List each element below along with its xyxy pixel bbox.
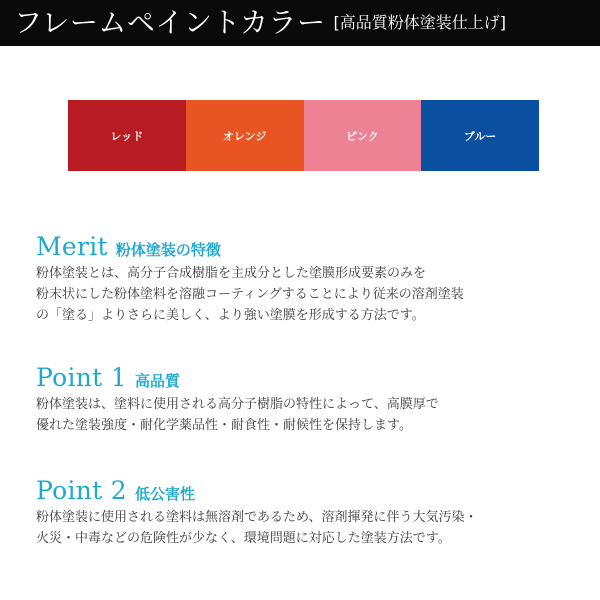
swatch-blue [421, 100, 539, 171]
section-title-en: Merit [36, 232, 108, 261]
swatch-label-orange: オレンジ [222, 129, 267, 143]
body-line: 粉体塗装とは、高分子合成樹脂を主成分とした塗膜形成要素のみを [36, 266, 427, 281]
header-bar [0, 0, 600, 46]
body-line: 粉末状にした粉体塗料を溶融コーティングすることにより従来の溶剤塗装 [36, 287, 464, 302]
swatch-red [68, 100, 186, 171]
section-body [36, 263, 464, 326]
section-point-2 [36, 476, 477, 549]
page-subtitle: [高品質粉体塗装仕上げ] [333, 13, 507, 32]
body-line: の「塗る」よりさらに美しく、より強い塗膜を形成する方法です。 [36, 308, 425, 323]
swatch-label-red: レッド [110, 129, 144, 143]
section-title-en: Point 2 [36, 476, 127, 505]
section-merit [36, 232, 464, 326]
section-heading [36, 232, 464, 261]
swatch-label-blue: ブルー [463, 129, 497, 143]
body-line: 優れた塗装強度・耐化学薬品性・耐食性・耐候性を保持します。 [36, 418, 412, 433]
color-swatch-row [68, 100, 539, 171]
section-body [36, 507, 477, 549]
swatch-label-pink: ピンク [345, 129, 379, 143]
section-body [36, 394, 439, 436]
page-title: フレームペイントカラー [14, 6, 326, 39]
section-title-ja: 粉体塗装の特徴 [115, 241, 221, 259]
swatch-pink [304, 100, 422, 171]
body-line: 火災・中毒などの危険性が少なく、環境問題に対応した塗装方法です。 [36, 531, 451, 546]
section-title-ja: 低公害性 [134, 485, 195, 503]
section-title-en: Point 1 [36, 363, 127, 392]
section-heading [36, 363, 439, 392]
section-heading [36, 476, 477, 505]
section-title-ja: 高品質 [134, 372, 180, 390]
section-point-1 [36, 363, 439, 436]
body-line: 粉体塗装は、塗料に使用される高分子樹脂の特性によって、高膜厚で [36, 397, 439, 412]
body-line: 粉体塗装に使用される塗料は無溶剤であるため、溶剤揮発に伴う大気汚染・ [36, 510, 478, 525]
swatch-orange [186, 100, 304, 171]
